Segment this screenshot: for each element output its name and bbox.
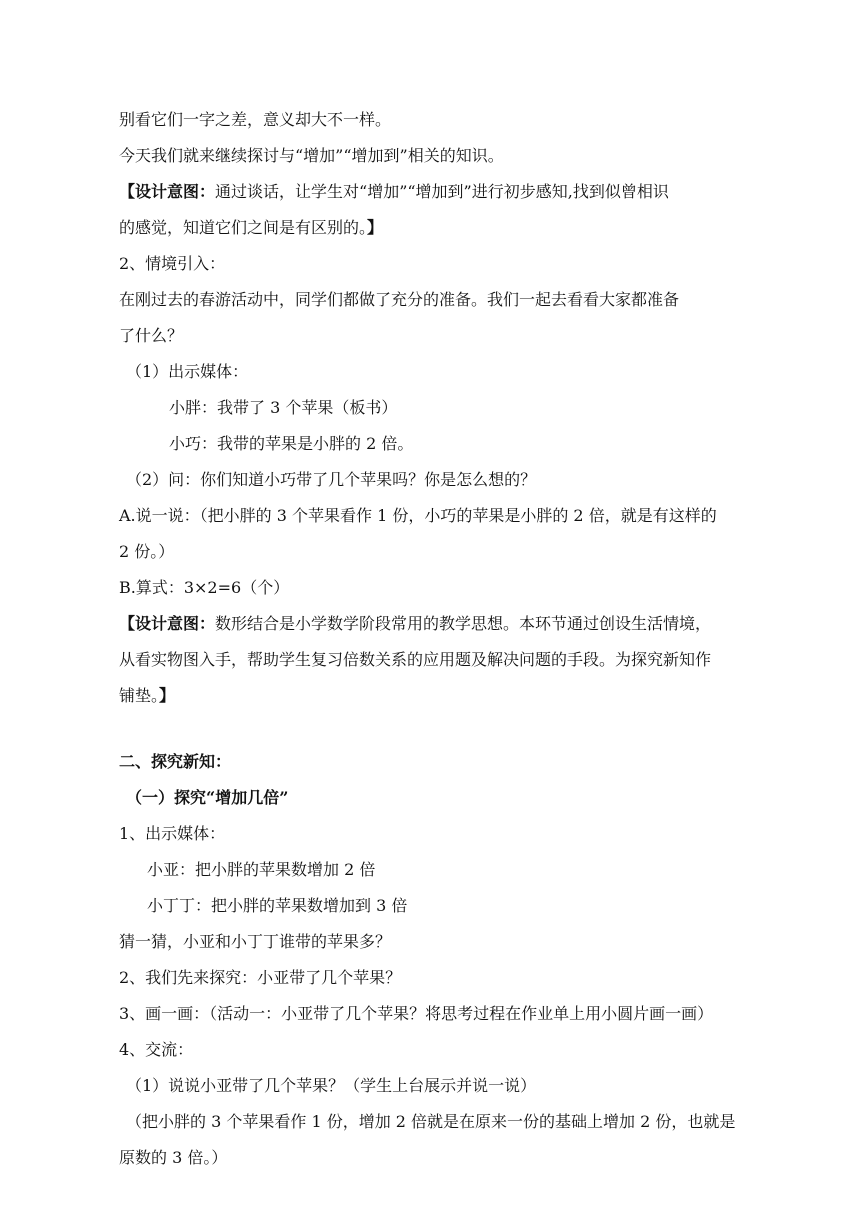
design-intent-note <box>119 218 383 238</box>
paragraph-text: 猜一猜，小亚和小丁丁谁带的苹果多？ <box>119 932 392 951</box>
section-heading: 二、探究新知： <box>119 752 232 771</box>
design-intent-text: 的感觉，知道它们之间是有区别的。 <box>119 218 368 237</box>
design-intent-label: 【设计意图： <box>119 182 216 201</box>
design-intent-text: 通过谈话，让学生对“增加”“增加到”进行初步感知,找到似曾相识 <box>215 182 669 201</box>
dialogue-line: 小丁丁：把小胖的苹果数增加到 3 倍 <box>147 896 408 915</box>
list-item: （1）出示媒体： <box>126 362 249 381</box>
section-label: 4、交流： <box>119 1040 194 1059</box>
paragraph-text: 在刚过去的春游活动中，同学们都做了充分的准备。我们一起去看看大家都准备 <box>119 290 680 309</box>
design-intent-close: 】 <box>367 218 384 237</box>
paragraph-text: （把小胖的 3 个苹果看作 1 份，增加 2 倍就是在原来一份的基础上增加 2 份，也就是 <box>126 1112 736 1131</box>
design-intent-text: 数形结合是小学数学阶段常用的教学思想。本环节通过创设生活情境， <box>215 614 712 633</box>
design-intent-close: 】 <box>159 686 176 705</box>
paragraph-text: 2 份。） <box>119 542 175 561</box>
section-label: 1、出示媒体： <box>119 824 226 843</box>
dialogue-line: 小巧：我带的苹果是小胖的 2 倍。 <box>169 434 414 453</box>
dialogue-line: 小胖：我带了 3 个苹果（板书） <box>169 398 398 417</box>
dialogue-line: 小亚：把小胖的苹果数增加 2 倍 <box>147 860 376 879</box>
paragraph-text: 别看它们一字之差，意义却大不一样。 <box>119 110 392 129</box>
paragraph-text: 3、画一画：（活动一：小亚带了几个苹果？将思考过程在作业单上用小圆片画一画） <box>119 1004 714 1023</box>
formula-text: B.算式：3×2=6（个） <box>119 578 290 597</box>
paragraph-text: 今天我们就来继续探讨与“增加”“增加到”相关的知识。 <box>119 146 504 165</box>
section-label: 2、情境引入： <box>119 254 226 273</box>
list-item: （1）说说小亚带了几个苹果？（学生上台展示并说一说） <box>126 1076 537 1095</box>
design-intent-text: 铺垫。 <box>119 686 160 705</box>
design-intent-note <box>119 182 669 202</box>
design-intent-note <box>119 686 175 706</box>
paragraph-text: 了什么？ <box>119 326 184 345</box>
design-intent-note <box>119 614 711 634</box>
subsection-heading: （一）探究“增加几倍” <box>126 788 289 807</box>
paragraph-text: 原数的 3 倍。） <box>119 1148 228 1167</box>
paragraph-text: A.说一说：（把小胖的 3 个苹果看作 1 份，小巧的苹果是小胖的 2 倍，就是有这样的 <box>119 506 717 525</box>
design-intent-note <box>119 650 711 670</box>
design-intent-text: 从看实物图入手，帮助学生复习倍数关系的应用题及解决问题的手段。为探究新知作 <box>119 650 712 669</box>
design-intent-label: 【设计意图： <box>119 614 216 633</box>
list-item: （2）问：你们知道小巧带了几个苹果吗？你是怎么想的？ <box>126 470 537 489</box>
paragraph-text: 2、我们先来探究：小亚带了几个苹果？ <box>119 968 402 987</box>
